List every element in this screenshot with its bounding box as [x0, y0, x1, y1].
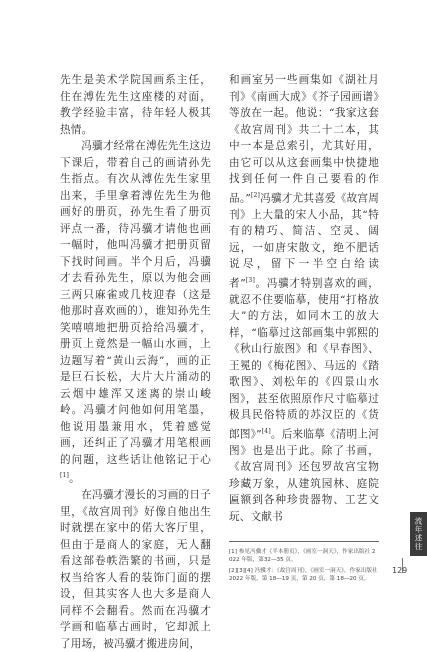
footnote-mark: [2]: [250, 191, 261, 199]
page-number: 129: [392, 566, 408, 575]
paragraph: 在冯骥才漫长的习画的日子里，《故宫周刊》好像自他出生时就摆在家中的偌大客厅里，但由于是商人的家庭，无人翻看这部卷帙浩繁的书画，只是权当给客人看的装饰门面的摆设，但其实客人也大多是商人同样不会翻看。然而在冯骥才学画和临摹古画时，它却派上了用场，被冯骥才搬进房间，: [60, 489, 211, 650]
paragraph: 先生是美术学院国画系主任，住在溥佐先生这座楼的对面，教学经验丰富，待年轻人极其热情。: [60, 74, 211, 136]
footnotes: [229, 541, 379, 586]
paragraph-text: 。冯骥才特别喜欢的画，就忍不住要临摹，使用“打格放大”的方法，如同木工的放大样，“临摹过这部画集中郭熙的《秋山行旅图》和《早春图》、王冕的《梅花图》、马远的《踏歌图》、刘松年的《四景山水图》，甚至依照原作尺寸临摹过极具民俗特质的苏汉臣的《货郎图》”: [229, 277, 379, 441]
right-column: [229, 72, 379, 525]
footnote-mark: [3]: [245, 276, 255, 284]
paragraph-text: 冯骥才经常在溥佐先生这边下课后，带着自己的画请孙先生指点。有次从溥佐先生家里出来，手里拿着溥佐先生为他画好的册页，孙先生看了册页评点一番，待冯骥才请他也画一幅时，他叫冯骥才把册页留下找时间画。半个月后，冯骥才去看孙先生，原以为他会画三两只麻雀或几枝迎春（这是他那时喜欢画的），谁知孙先生笑嘻嘻地把册页拾给冯骥才，册页上竟然是一幅山水画，上边题写着“黄山云海”，画的正是巨石长松，大片大片涌动的云烟中雄浑又迷离的崇山峻岭。冯骥才问他如何用笔墨，他说用墨兼用水，凭着感觉画，还纠正了冯骥才用笔根画的问题，这些话让他铭记于心: [60, 140, 211, 466]
series-tab: 流年述往: [410, 512, 427, 556]
paragraph-text: 冯骥才尤其喜爱《故宫周刊》上大量的宋人小品，其“特有的精巧、简洁、空灵、阔远，一如唐宋散文，绝不肥话说尽，留下一半空白给读者”: [229, 192, 380, 290]
paragraph-text: 和画室另一些画集如《湖社月刊》《南画大成》《芥子园画谱》等放在一起。他说：“我家这套《故宫周刊》共二十二本，其中一本是总索引，尤其好用，由它可以从这套画集中快捷地找到任何一件自己要看的作品。”: [229, 74, 379, 205]
footnote: [2][3][4] 冯骥才：《故宫周刊》，《画室一洞天》，作家出版社 2022 年版，第 18—19 页，第 20 页，第 18—20 页。: [229, 567, 378, 583]
footnote-mark: [4]: [261, 427, 271, 435]
left-column: [60, 72, 211, 652]
paragraph: 冯骥才经常在溥佐先生这边下课后，带着自己的画请孙先生指点。有次从溥佐先生家里出来，手里拿着溥佐先生为他画好的册页，孙先生看了册页评点一番，待冯骥才请他也画一幅时，他叫冯骥才把册页留下找时间画。半个月后，冯骥才去看孙先生，原以为他会画三两只麻雀或几枝迎春（这是他那时喜欢画的），谁知孙先生笑嘻嘻地把册页拾给冯骥才，册页上竟然是一幅山水画，上边题写着“黄山云海”，画的正是巨石长松，大片大片涌动的云烟中雄浑又迷离的崇山峻岭。冯骥才问他如何用笔墨，他说用墨兼用水，凭着感觉画，还纠正了冯骥才用笔根画的问题，这些话让他铭记于心[1]。: [60, 140, 211, 485]
paragraph-text: 。后来临摹《清明上河图》也是出于此。除了书画，《故宫周刊》还包罗故宫宝物珍藏万象，从建筑园林、庭院匾额到各种珍贵器物、工艺文玩、文献书: [229, 428, 380, 523]
footnote: [1] 参见冯骥才《半本册页》，《画室一洞天》，作家出版社 2022 年版，第32—35 页。: [229, 549, 376, 564]
footnote-mark: [1]: [60, 472, 70, 479]
paragraph: [229, 72, 379, 525]
